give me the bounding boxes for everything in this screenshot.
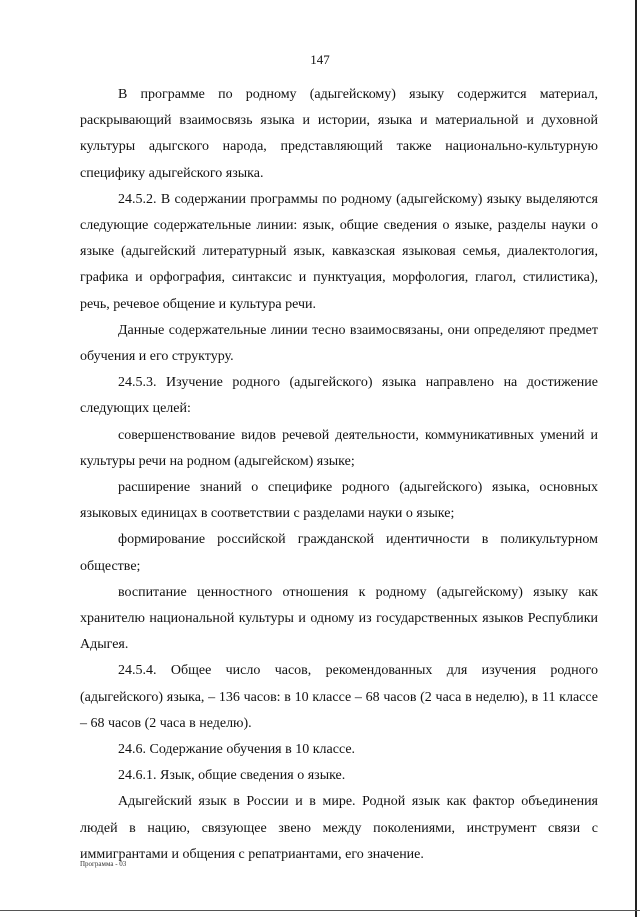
paragraph-24-5-4: 24.5.4. Общее число часов, рекомендованных для изучения родного (адыгейского) языка, – 136 часов: в 10 классе – 68 часов (2 часа в неделю), в 11 классе – 68 часов (2 часа в неделю). (80, 663, 598, 731)
goal-item-identity: формирование российской гражданской идентичности в поликультурном обществе; (80, 532, 598, 574)
paragraph-24-5-3: 24.5.3. Изучение родного (адыгейского) языка направлено на достижение следующих целей: (80, 375, 598, 417)
paragraph-24-5-2: 24.5.2. В содержании программы по родному (адыгейскому) языку выделяются следующие содержательные линии: язык, общие сведения о языке, разделы науки о языке (адыгейский литературный язык, кавказская языковая семья, диалектология, графика и орфография, синтаксис и пунктуация, морфология, глагол, стилистика), речь, речевое общение и культура речи. (80, 191, 598, 312)
footer-note: Программа - 03 (80, 860, 127, 868)
page-number: 147 (310, 52, 330, 67)
scan-edge-bottom (0, 910, 640, 911)
scan-edge-right (635, 0, 637, 917)
goal-item-knowledge: расширение знаний о специфике родного (адыгейского) языка, основных языковых единицах в соответствии с разделами науки о языке; (80, 480, 598, 522)
document-body (80, 82, 598, 868)
section-heading-24-6: 24.6. Содержание обучения в 10 классе. (118, 742, 356, 758)
paragraph-content-lines: Данные содержательные линии тесно взаимосвязаны, они определяют предмет обучения и его структуру. (80, 322, 598, 365)
paragraph-language-in-world: Адыгейский язык в России и в мире. Родной язык как фактор объединения людей в нацию, связующее звено между поколениями, инструмент связи с иммигрантами и общения с репатриантами, его значение. (80, 794, 598, 862)
paragraph-intro: В программе по родному (адыгейскому) языку содержится материал, раскрывающий взаимосвязь языка и истории, языка и материальной и духовной культуры адыгского народа, представляющий также национально-культурную специфику адыгейского языка. (80, 87, 598, 181)
section-heading-24-6-1: 24.6.1. Язык, общие сведения о языке. (118, 768, 346, 784)
goal-item-values: воспитание ценностного отношения к родному (адыгейскому) языку как хранителю национальной культуры и одному из государственных языков Республики Адыгея. (80, 584, 598, 653)
goal-item-speech: совершенствование видов речевой деятельности, коммуникативных умений и культуры речи на родном (адыгейском) языке; (80, 427, 598, 469)
